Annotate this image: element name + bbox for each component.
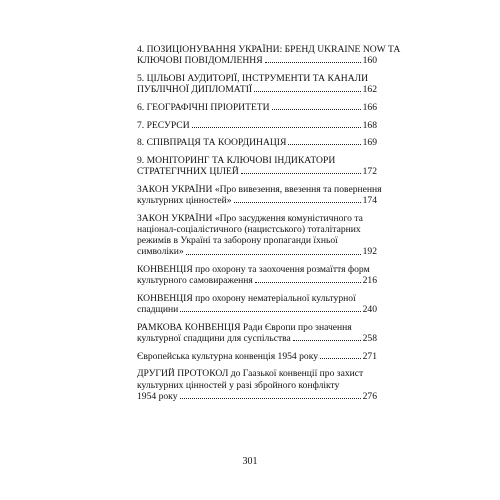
toc-entry-text: 4. ПОЗИЦІОНУВАННЯ УКРАЇНИ: БРЕНД UKRAINE NOW ТА — [137, 44, 401, 55]
dot-leader — [234, 202, 361, 203]
dot-leader — [254, 91, 361, 92]
toc-entry-line — [137, 84, 377, 95]
toc-entry-line — [137, 155, 377, 166]
toc-page-number: 258 — [362, 333, 377, 345]
toc-entry-text: культурних цінностей» — [137, 195, 232, 207]
toc-entry-text: ДРУГИЙ ПРОТОКОЛ до Гаазької конвенції про захист — [137, 368, 364, 380]
toc-entry — [137, 293, 377, 315]
toc-entry-line — [137, 213, 377, 224]
dot-leader — [255, 282, 361, 283]
toc-page-number: 172 — [362, 166, 377, 178]
toc-page-number: 216 — [362, 275, 377, 287]
toc-entry-line — [137, 275, 377, 286]
toc-entry — [137, 120, 377, 131]
toc-entry-text: спадщини — [137, 304, 179, 316]
toc-entry-line — [137, 351, 377, 362]
toc-entry — [137, 322, 377, 344]
dot-leader — [288, 144, 360, 145]
toc-page-number: 168 — [362, 119, 377, 131]
toc-entry — [137, 137, 377, 148]
toc-entry — [137, 155, 377, 177]
dot-leader — [180, 398, 361, 399]
toc-entry-line — [137, 183, 382, 195]
toc-entry-text: СТРАТЕГІЧНИХ ЦІЛЕЙ — [137, 166, 239, 178]
dot-leader — [272, 109, 361, 110]
toc-entry-text: ЗАКОН УКРАЇНИ «Про вивезення, ввезення та повернення — [137, 183, 382, 195]
toc-entry-line — [137, 224, 377, 235]
toc-page-number: 162 — [362, 84, 377, 96]
toc-entry-line — [137, 391, 377, 402]
toc-entry — [137, 264, 377, 286]
toc-entry-text: Європейська культурна конвенція 1954 року — [137, 350, 319, 362]
toc-page-number: 192 — [362, 246, 377, 258]
toc-entry — [137, 351, 377, 362]
page-number: 301 — [242, 456, 258, 467]
toc-entry-text: культурного самовираження — [137, 275, 253, 287]
table-of-contents — [137, 44, 401, 409]
toc-entry-text: ЗАКОН УКРАЇНИ «Про засудження комуністичного та — [137, 212, 363, 224]
toc-page-number: 166 — [362, 101, 377, 113]
toc-entry-text: КЛЮЧОВІ ПОВІДОМЛЕННЯ — [137, 55, 263, 67]
toc-entry-line — [137, 102, 377, 113]
toc-entry-line — [137, 73, 377, 84]
toc-entry — [137, 44, 401, 67]
toc-entry-line — [137, 368, 377, 379]
toc-entry — [137, 368, 377, 402]
toc-entry-text: культурних цінностей у разі збройного конфлікту — [137, 379, 340, 391]
dot-leader — [320, 358, 361, 359]
toc-entry-line — [137, 322, 377, 333]
toc-entry-line — [137, 380, 377, 391]
toc-entry-line — [137, 246, 377, 257]
dot-leader — [293, 340, 361, 341]
toc-entry-text: 5. ЦІЛЬОВІ АУДИТОРІЇ, ІНСТРУМЕНТИ ТА КАНАЛИ — [137, 72, 369, 84]
toc-entry-text: КОНВЕНЦІЯ про охорону нематеріальної культурної — [137, 292, 356, 304]
dot-leader — [180, 311, 360, 312]
toc-entry-text: 1954 року — [137, 390, 178, 402]
toc-entry-text: 8. СПІВПРАЦЯ ТА КООРДИНАЦІЯ — [137, 137, 287, 149]
toc-entry-line — [137, 55, 377, 66]
toc-entry-line — [137, 137, 377, 148]
toc-entry — [137, 213, 377, 258]
toc-entry-text: ПУБЛІЧНОЇ ДИПЛОМАТІЇ — [137, 84, 253, 96]
toc-entry-line — [137, 166, 377, 177]
toc-entry-line — [137, 235, 377, 246]
toc-page-number: 174 — [362, 195, 377, 207]
toc-entry — [137, 73, 377, 95]
toc-entry-text: націонал-соціалістичного (нацистського) тоталітарних — [137, 223, 361, 235]
toc-entry-line — [137, 195, 377, 206]
toc-entry-line — [137, 44, 401, 55]
toc-entry-text: культурної спадщини для суспільства — [137, 333, 291, 345]
toc-entry-text: КОНВЕНЦІЯ про охорону та заохочення розмаїття форм — [137, 264, 370, 276]
dot-leader — [186, 254, 361, 255]
toc-entry-text: 9. МОНІТОРИНГ ТА КЛЮЧОВІ ІНДИКАТОРИ — [137, 154, 336, 166]
toc-entry — [137, 102, 377, 113]
toc-entry-line — [137, 304, 377, 315]
toc-page-number: 240 — [362, 304, 377, 316]
toc-page-number: 276 — [362, 390, 377, 402]
toc-page-number: 271 — [362, 350, 377, 362]
toc-entry-line — [137, 264, 377, 275]
toc-entry-line — [137, 293, 377, 304]
toc-entry-text: 6. ГЕОГРАФІЧНІ ПРІОРИТЕТИ — [137, 101, 270, 113]
toc-page-number: 169 — [362, 137, 377, 149]
toc-entry — [137, 183, 382, 207]
toc-entry-text: РАМКОВА КОНВЕНЦІЯ Ради Європи про значення — [137, 321, 352, 333]
toc-entry-line — [137, 120, 377, 131]
dot-leader — [265, 62, 361, 63]
toc-entry-text: 7. РЕСУРСИ — [137, 119, 190, 131]
toc-entry-text: символіки» — [137, 246, 184, 258]
dot-leader — [192, 127, 361, 128]
toc-entry-text: режимів в Україні та заборону пропаганди їхньої — [137, 235, 338, 247]
toc-page-number: 160 — [362, 55, 377, 67]
toc-entry-line — [137, 333, 377, 344]
dot-leader — [241, 173, 361, 174]
